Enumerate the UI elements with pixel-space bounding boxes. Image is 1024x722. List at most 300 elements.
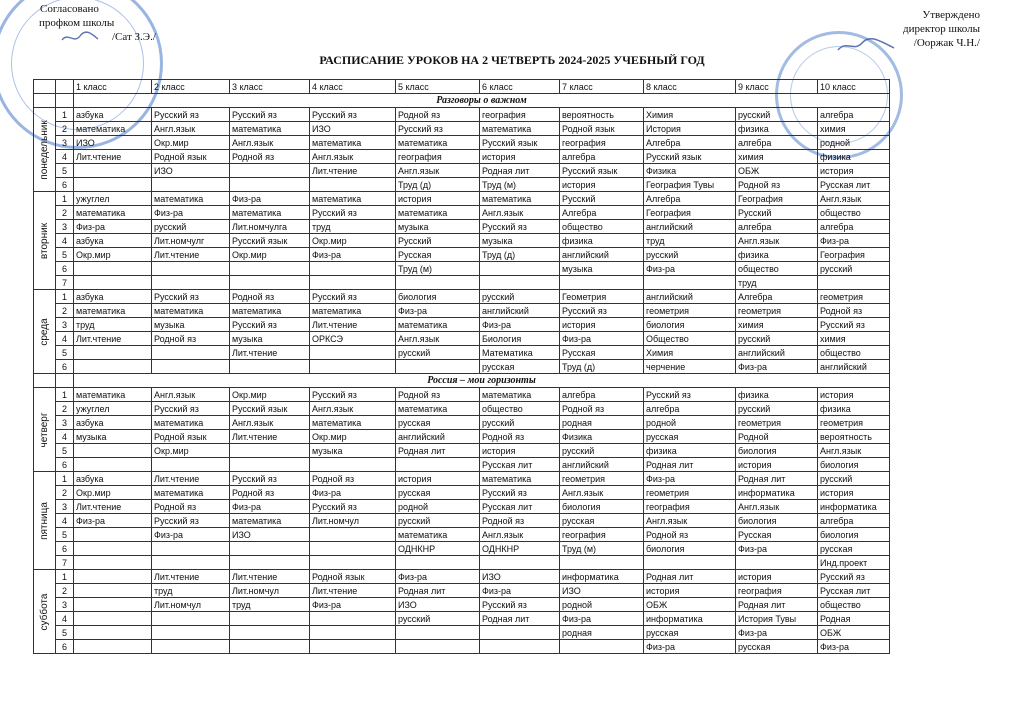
lesson-cell: общество: [818, 598, 890, 612]
lesson-cell: математика: [74, 122, 152, 136]
lesson-cell: география: [396, 150, 480, 164]
lesson-cell: геометрия: [736, 304, 818, 318]
lesson-cell: География Тувы: [644, 178, 736, 192]
lesson-cell: [396, 360, 480, 374]
lesson-cell: Родной яз: [310, 472, 396, 486]
lesson-number: 3: [56, 318, 74, 332]
lesson-cell: русский: [644, 248, 736, 262]
lesson-cell: ИЗО: [230, 528, 310, 542]
lesson-cell: [644, 556, 736, 570]
lesson-cell: алгебра: [736, 220, 818, 234]
lesson-cell: азбука: [74, 472, 152, 486]
lesson-cell: история: [736, 570, 818, 584]
schedule-row: [34, 444, 890, 458]
lesson-cell: [396, 458, 480, 472]
lesson-cell: русский: [152, 220, 230, 234]
lesson-number: 2: [56, 584, 74, 598]
lesson-cell: Лит.чтение: [310, 164, 396, 178]
lesson-cell: музыка: [230, 332, 310, 346]
lesson-cell: музыка: [560, 262, 644, 276]
lesson-cell: математика: [230, 122, 310, 136]
lesson-cell: родная: [560, 626, 644, 640]
lesson-cell: Родной язык: [310, 570, 396, 584]
schedule-row: [34, 220, 890, 234]
schedule-row: [34, 514, 890, 528]
lesson-number: 1: [56, 290, 74, 304]
lesson-cell: русский: [818, 472, 890, 486]
lesson-cell: История: [644, 122, 736, 136]
lesson-cell: русский: [736, 332, 818, 346]
lesson-cell: [230, 178, 310, 192]
lesson-number: 6: [56, 262, 74, 276]
lesson-cell: геометрия: [736, 416, 818, 430]
lesson-cell: музыка: [152, 318, 230, 332]
lesson-cell: [310, 178, 396, 192]
lesson-cell: биология: [818, 528, 890, 542]
signature-left: [60, 30, 100, 48]
lesson-cell: химия: [818, 122, 890, 136]
lesson-number: 4: [56, 430, 74, 444]
banner-spacer: [34, 374, 56, 388]
lesson-cell: Русский: [396, 234, 480, 248]
lesson-cell: Русский яз: [310, 108, 396, 122]
day-label: вторник: [38, 222, 50, 259]
lesson-cell: Англ.язык: [818, 192, 890, 206]
lesson-cell: [74, 164, 152, 178]
lesson-cell: физика: [736, 248, 818, 262]
lesson-cell: Общество: [644, 332, 736, 346]
lesson-cell: Биология: [480, 332, 560, 346]
lesson-cell: [74, 598, 152, 612]
lesson-cell: [310, 626, 396, 640]
lesson-cell: ОБЖ: [644, 598, 736, 612]
lesson-cell: Русский яз: [230, 318, 310, 332]
lesson-cell: [310, 458, 396, 472]
lesson-cell: [74, 360, 152, 374]
lesson-cell: труд: [152, 584, 230, 598]
lesson-cell: английский: [560, 248, 644, 262]
lesson-cell: физика: [818, 402, 890, 416]
lesson-cell: математика: [310, 136, 396, 150]
lesson-cell: история: [396, 472, 480, 486]
lesson-cell: [74, 458, 152, 472]
lesson-cell: Лит.чтение: [310, 584, 396, 598]
schedule-row: [34, 262, 890, 276]
day-label: понедельник: [38, 119, 50, 180]
lesson-cell: родной: [396, 500, 480, 514]
lesson-number: 3: [56, 136, 74, 150]
lesson-cell: труд: [644, 234, 736, 248]
lesson-cell: Физ-ра: [310, 598, 396, 612]
lesson-cell: [152, 178, 230, 192]
schedule-row: [34, 360, 890, 374]
lesson-cell: химия: [736, 150, 818, 164]
lesson-number: 6: [56, 458, 74, 472]
lesson-cell: [736, 556, 818, 570]
lesson-cell: [310, 556, 396, 570]
lesson-cell: [152, 612, 230, 626]
lesson-number: 6: [56, 360, 74, 374]
lesson-cell: музыка: [74, 430, 152, 444]
lesson-number: 6: [56, 178, 74, 192]
grade-header: 6 класс: [480, 80, 560, 94]
grade-header: 5 класс: [396, 80, 480, 94]
lesson-cell: алгебра: [560, 150, 644, 164]
lesson-cell: Русский яз: [480, 486, 560, 500]
lesson-number: 4: [56, 514, 74, 528]
lesson-cell: [396, 626, 480, 640]
lesson-cell: ИЗО: [396, 598, 480, 612]
banner-spacer: [34, 94, 56, 108]
lesson-cell: история: [560, 318, 644, 332]
lesson-cell: [230, 626, 310, 640]
lesson-cell: Родная лит: [736, 472, 818, 486]
lesson-cell: геометрия: [644, 486, 736, 500]
lesson-cell: Физ-ра: [736, 542, 818, 556]
lesson-cell: [396, 640, 480, 654]
lesson-cell: Физ-ра: [230, 192, 310, 206]
lesson-cell: биология: [396, 290, 480, 304]
lesson-cell: [152, 640, 230, 654]
lesson-cell: Родной язык: [152, 150, 230, 164]
lesson-cell: Химия: [644, 346, 736, 360]
lesson-cell: русский: [396, 514, 480, 528]
lesson-cell: биология: [644, 318, 736, 332]
approval-right: [903, 8, 980, 50]
lesson-cell: Родная лит: [736, 598, 818, 612]
lesson-cell: математика: [480, 122, 560, 136]
lesson-cell: математика: [230, 206, 310, 220]
lesson-cell: Русский яз: [152, 290, 230, 304]
lesson-number: 1: [56, 388, 74, 402]
lesson-cell: Труд (м): [480, 178, 560, 192]
lesson-cell: [230, 612, 310, 626]
lesson-cell: английский: [818, 360, 890, 374]
lesson-cell: [152, 542, 230, 556]
lesson-cell: [230, 276, 310, 290]
lesson-cell: Труд (д): [560, 360, 644, 374]
lesson-cell: родная: [560, 416, 644, 430]
lesson-cell: [230, 444, 310, 458]
lesson-cell: [310, 612, 396, 626]
lesson-number: 1: [56, 108, 74, 122]
lesson-cell: алгебра: [644, 402, 736, 416]
lesson-cell: Русский яз: [310, 290, 396, 304]
lesson-cell: Русский яз: [230, 108, 310, 122]
grade-header: 1 класс: [74, 80, 152, 94]
lesson-cell: русская: [644, 626, 736, 640]
schedule-row: [34, 388, 890, 402]
lesson-cell: [74, 262, 152, 276]
lesson-cell: русский: [736, 108, 818, 122]
banner-cell: Россия – мои горизонты: [74, 374, 890, 388]
lesson-cell: английский: [396, 430, 480, 444]
lesson-cell: азбука: [74, 234, 152, 248]
lesson-cell: [152, 458, 230, 472]
schedule-row: [34, 318, 890, 332]
lesson-cell: ОДНКНР: [480, 542, 560, 556]
lesson-cell: [152, 626, 230, 640]
lesson-cell: Русский: [736, 206, 818, 220]
lesson-cell: [74, 276, 152, 290]
lesson-cell: Русский язык: [230, 234, 310, 248]
lesson-cell: азбука: [74, 108, 152, 122]
lesson-cell: Физ-ра: [736, 626, 818, 640]
lesson-cell: Русский яз: [152, 402, 230, 416]
lesson-cell: Русский яз: [310, 206, 396, 220]
lesson-cell: Алгебра: [644, 136, 736, 150]
approval-left-line1: Согласовано: [40, 3, 99, 15]
day-cell: [34, 108, 56, 192]
lesson-cell: Русская: [736, 528, 818, 542]
schedule-row: [34, 528, 890, 542]
lesson-cell: русский: [736, 402, 818, 416]
lesson-cell: ужуглел: [74, 192, 152, 206]
lesson-cell: география: [736, 584, 818, 598]
lesson-cell: Англ.язык: [230, 416, 310, 430]
lesson-cell: [74, 178, 152, 192]
lesson-number: 2: [56, 486, 74, 500]
schedule-row: [34, 486, 890, 500]
lesson-number: 1: [56, 192, 74, 206]
document-title: РАСПИСАНИЕ УРОКОВ НА 2 ЧЕТВЕРТЬ 2024-2025 УЧЕБНЫЙ ГОД: [319, 53, 705, 67]
lesson-cell: [310, 360, 396, 374]
lesson-cell: [310, 262, 396, 276]
lesson-cell: Физ-ра: [310, 248, 396, 262]
lesson-cell: [230, 164, 310, 178]
lesson-cell: Алгебра: [736, 290, 818, 304]
lesson-cell: [74, 640, 152, 654]
lesson-cell: математика: [230, 514, 310, 528]
lesson-cell: математика: [74, 206, 152, 220]
lesson-cell: Лит.чтение: [230, 570, 310, 584]
lesson-cell: Англ.язык: [230, 136, 310, 150]
lesson-number: 4: [56, 150, 74, 164]
lesson-cell: ОБЖ: [736, 164, 818, 178]
schedule-row: [34, 108, 890, 122]
schedule-row: [34, 206, 890, 220]
lesson-cell: общество: [818, 346, 890, 360]
lesson-cell: математика: [396, 206, 480, 220]
lesson-cell: биология: [818, 458, 890, 472]
lesson-cell: Русская: [396, 248, 480, 262]
lesson-cell: Химия: [644, 108, 736, 122]
lesson-number: 7: [56, 556, 74, 570]
lesson-cell: информатика: [736, 486, 818, 500]
lesson-cell: математика: [74, 304, 152, 318]
lesson-number: 3: [56, 220, 74, 234]
lesson-cell: [74, 626, 152, 640]
lesson-cell: Русский яз: [560, 304, 644, 318]
lesson-cell: Англ.язык: [396, 332, 480, 346]
schedule-row: [34, 122, 890, 136]
lesson-cell: Математика: [480, 346, 560, 360]
lesson-cell: общество: [736, 262, 818, 276]
lesson-cell: Русская: [560, 346, 644, 360]
lesson-cell: Физ-ра: [560, 332, 644, 346]
lesson-cell: русская: [480, 360, 560, 374]
lesson-cell: [396, 276, 480, 290]
lesson-cell: Русская лит: [480, 500, 560, 514]
lesson-cell: [152, 276, 230, 290]
lesson-cell: музыка: [396, 220, 480, 234]
schedule-row: [34, 542, 890, 556]
schedule-row: [34, 346, 890, 360]
lesson-cell: [74, 584, 152, 598]
lesson-cell: [310, 276, 396, 290]
lesson-cell: русский: [560, 444, 644, 458]
lesson-cell: Англ.язык: [480, 528, 560, 542]
approval-left-line3: /Сат З.Э./: [112, 31, 156, 43]
lesson-cell: Русский яз: [818, 570, 890, 584]
lesson-cell: Лит.чтение: [74, 500, 152, 514]
lesson-cell: математика: [152, 192, 230, 206]
lesson-number: 1: [56, 472, 74, 486]
lesson-cell: общество: [818, 206, 890, 220]
lesson-cell: информатика: [818, 500, 890, 514]
lesson-cell: Родной яз: [560, 402, 644, 416]
lesson-cell: химия: [736, 318, 818, 332]
lesson-cell: вероятность: [818, 430, 890, 444]
lesson-cell: математика: [396, 528, 480, 542]
lesson-cell: Труд (м): [560, 542, 644, 556]
lesson-cell: Окр.мир: [74, 248, 152, 262]
lesson-cell: математика: [310, 304, 396, 318]
schedule-row: [34, 150, 890, 164]
lesson-cell: [310, 528, 396, 542]
lesson-cell: [480, 262, 560, 276]
lesson-cell: Родной: [736, 430, 818, 444]
lesson-cell: Окр.мир: [230, 248, 310, 262]
lesson-cell: информатика: [644, 612, 736, 626]
lesson-cell: Родной яз: [818, 304, 890, 318]
banner-spacer: [56, 94, 74, 108]
schedule-row: [34, 430, 890, 444]
lesson-cell: музыка: [310, 444, 396, 458]
lesson-cell: Родной яз: [152, 332, 230, 346]
lesson-cell: Русский яз: [644, 388, 736, 402]
approval-right-line3: /Ооржак Ч.Н./: [913, 37, 980, 49]
schedule-row: [34, 164, 890, 178]
lesson-cell: Лит.номчулг: [152, 234, 230, 248]
lesson-cell: математика: [230, 304, 310, 318]
lesson-cell: Физ-ра: [818, 234, 890, 248]
lesson-cell: английский: [644, 220, 736, 234]
approval-left-line2: профком школы: [39, 17, 115, 29]
lesson-number: 3: [56, 598, 74, 612]
lesson-cell: география: [480, 108, 560, 122]
lesson-cell: математика: [152, 416, 230, 430]
lesson-cell: математика: [310, 416, 396, 430]
lesson-cell: География: [736, 192, 818, 206]
lesson-cell: математика: [480, 388, 560, 402]
schedule-row: [34, 192, 890, 206]
lesson-cell: Родной яз: [230, 486, 310, 500]
lesson-cell: Англ.язык: [310, 402, 396, 416]
lesson-cell: Родной яз: [152, 500, 230, 514]
lesson-cell: Англ.язык: [152, 388, 230, 402]
lesson-cell: русская: [396, 486, 480, 500]
lesson-cell: Русский яз: [152, 514, 230, 528]
lesson-cell: математика: [310, 192, 396, 206]
lesson-cell: ИЗО: [74, 136, 152, 150]
lesson-cell: [230, 458, 310, 472]
lesson-cell: Физ-ра: [74, 220, 152, 234]
lesson-cell: Физика: [560, 430, 644, 444]
lesson-cell: английский: [736, 346, 818, 360]
lesson-cell: история: [396, 192, 480, 206]
lesson-cell: География: [644, 206, 736, 220]
lesson-cell: геометрия: [560, 472, 644, 486]
lesson-cell: Окр.мир: [310, 430, 396, 444]
lesson-cell: [310, 346, 396, 360]
lesson-cell: геометрия: [818, 416, 890, 430]
lesson-cell: труд: [230, 598, 310, 612]
lesson-cell: Англ.язык: [396, 164, 480, 178]
lesson-cell: [230, 556, 310, 570]
lesson-cell: Родной яз: [396, 108, 480, 122]
lesson-cell: история: [644, 584, 736, 598]
lesson-cell: Родная лит: [396, 444, 480, 458]
schedule-row: [34, 612, 890, 626]
lesson-cell: [152, 262, 230, 276]
lesson-cell: английский: [480, 304, 560, 318]
lesson-number: 5: [56, 164, 74, 178]
schedule-row: [34, 332, 890, 346]
lesson-cell: русская: [736, 640, 818, 654]
day-label: суббота: [38, 593, 50, 630]
lesson-cell: геометрия: [818, 290, 890, 304]
lesson-cell: Физ-ра: [396, 570, 480, 584]
day-label: пятница: [38, 501, 50, 540]
lesson-cell: Родной яз: [644, 528, 736, 542]
lesson-cell: труд: [310, 220, 396, 234]
lesson-cell: азбука: [74, 290, 152, 304]
lesson-cell: Труд (д): [480, 248, 560, 262]
lesson-cell: ОРКСЭ: [310, 332, 396, 346]
lesson-cell: Физ-ра: [310, 486, 396, 500]
lesson-cell: Русская лит: [818, 178, 890, 192]
lesson-cell: Физ-ра: [818, 640, 890, 654]
banner-row: [34, 374, 890, 388]
lesson-cell: Родной яз: [230, 150, 310, 164]
lesson-cell: Лит.номчул: [230, 584, 310, 598]
lesson-cell: ОБЖ: [818, 626, 890, 640]
banner-cell: Разговоры о важном: [74, 94, 890, 108]
lesson-cell: Англ.язык: [310, 150, 396, 164]
lesson-cell: Англ.язык: [560, 486, 644, 500]
lesson-cell: физика: [644, 444, 736, 458]
lesson-cell: [74, 444, 152, 458]
lesson-cell: русский: [818, 262, 890, 276]
lesson-cell: Родной яз: [736, 178, 818, 192]
day-cell: [34, 192, 56, 290]
lesson-cell: [152, 556, 230, 570]
lesson-cell: Русский яз: [310, 388, 396, 402]
lesson-cell: Русский яз: [480, 598, 560, 612]
lesson-cell: русская: [396, 416, 480, 430]
lesson-cell: География: [818, 248, 890, 262]
lesson-cell: Физ-ра: [736, 360, 818, 374]
lesson-cell: история: [736, 458, 818, 472]
lesson-cell: Физ-ра: [152, 528, 230, 542]
lesson-cell: Родная лит: [480, 612, 560, 626]
lesson-cell: Русский яз: [818, 318, 890, 332]
lesson-number: 4: [56, 234, 74, 248]
lesson-cell: Англ.язык: [152, 122, 230, 136]
lesson-cell: Физ-ра: [644, 472, 736, 486]
lesson-number: 5: [56, 346, 74, 360]
